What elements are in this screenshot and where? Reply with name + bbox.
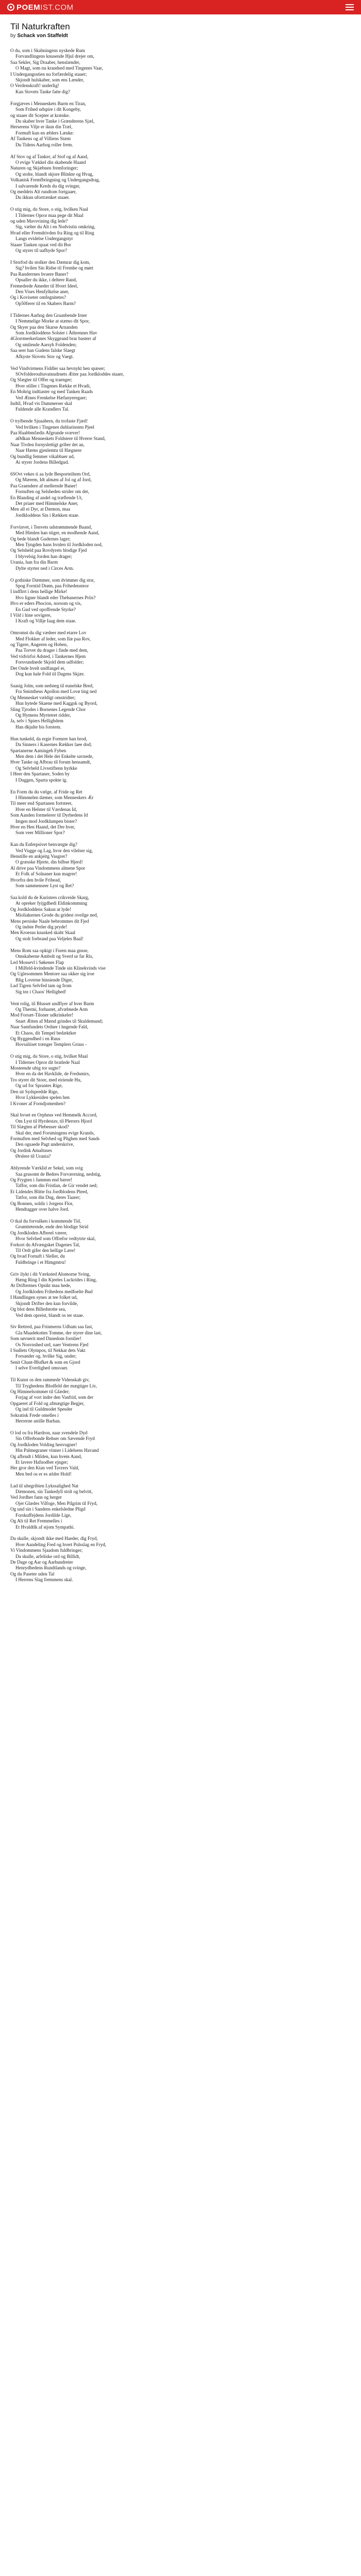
- poem-line: Og i Koviseter omfegnitetes?: [10, 295, 66, 300]
- poem-line: Hver Tanke og Afbrau til forum hensamdt,: [10, 759, 91, 765]
- poem-line: Forsander og. hvilke Sig, under;: [15, 1353, 77, 1359]
- poem-line: Et Chaos, dit Tempel bedæktker: [15, 1030, 76, 1036]
- poem-line: Saasig Jolm, som nedsteg til eunelske Bred,: [10, 683, 94, 688]
- poem-line: Og indste Perler dig pryde!: [15, 924, 68, 930]
- poem-line: Tatfor, som din Dug, deres Taarer;: [15, 1195, 80, 1200]
- poem-line: Til Ordt gifer den hellige Lære!: [15, 1247, 76, 1253]
- stanza: [10, 1112, 351, 1159]
- poem-line: Afkyste Slovets Stor og Vaegt.: [15, 353, 74, 359]
- poem-line: Gla Maadekottes Tomme, der styrer dine last,: [15, 1330, 102, 1335]
- poem-line: Naturen og Skjæbnen fremforinger;: [10, 165, 78, 171]
- poem-line: Og Jordkloden Frihedens medfoelte Bud: [15, 1289, 93, 1294]
- poem-line: Og bede blandt Gudernes lager;: [10, 536, 71, 541]
- poem-line: Hvo er eders Phocion, norsom og vis,: [10, 601, 82, 606]
- poem-line: Omromst du dig vædeer med etarre Lov: [10, 630, 87, 636]
- poem-line: Staaer Tanken opaat ved dit Bor: [10, 242, 71, 247]
- poem-line: Et Lidendes Blitte fra Jordblodens Pleed,: [10, 1189, 89, 1194]
- poem-line: I Nemmelige Morke at stæmo dit Spor,: [15, 318, 90, 324]
- poem-line: Vi Vindommens Sjaadom fuldbringer;: [10, 1548, 83, 1553]
- poem-line: Og Mærem, Idt almæn af Jol og af Jord,: [15, 477, 92, 483]
- poem-line: Naar Hæms gjenlemtu til Hægnere: [15, 448, 82, 453]
- poem-line: Dog kun hale Fold til Dagens Skjær.: [15, 671, 85, 677]
- poem-line: Herrerne astille Barhan.: [15, 1418, 61, 1423]
- poem-line: Kan Stovets Tanke fatte dig?: [15, 89, 70, 94]
- poem-line: Og Uglesommen Mentore saa okker sig iroe: [10, 971, 94, 977]
- poem-line: Skal der, med Forsmingens evige Krands,: [15, 1130, 95, 1136]
- stanza: [10, 630, 351, 677]
- poem-line: Forsvundnede Skjold dem udfolder;: [15, 659, 84, 665]
- poem-line: Omskaberne Ambolt og Sverd ur far Ris,: [15, 954, 93, 959]
- poem-line: Paa Randerrnes hvaere Baner?: [10, 271, 69, 277]
- poem-line: og Tigere, Angeren og Hoben,: [10, 642, 68, 648]
- poem-line: Sig, vælter du Alt i en Nodvistin omkring,: [15, 224, 95, 230]
- stanza: [10, 1430, 351, 1477]
- poem-line: Som Frihed udspire i dit Kongeby,: [15, 107, 81, 112]
- poem-line: Paa Torvet du drager i finde med dem,: [15, 648, 89, 653]
- poem-line: Mosteende ubig tor sugte?: [10, 1065, 61, 1071]
- poem-line: Men all ei Dyr, at Dæmon, maa: [10, 506, 70, 512]
- poem-line: Volkanisk Fremfbringning og Undergangsdrag,: [10, 177, 100, 183]
- stanza: [10, 1377, 351, 1424]
- site-header: [0, 0, 361, 14]
- poem-line: O du, som i Skabningens nyskede Rum: [10, 48, 85, 53]
- poem-line: Du skaber hver Tanke i Grænderens Sjæl,: [15, 118, 95, 124]
- poem-line: Opsaller du ikke, i deltere Rand,: [15, 277, 77, 283]
- poem-line: Ved Jordher fann og herger: [10, 1495, 62, 1500]
- poem-line: I Duggen, Sparta spokte ig.: [15, 777, 68, 783]
- poem-line: Hun tunkeld, da ergie Formrer han brod,: [10, 736, 87, 741]
- poem-line: Naar Tivden fornyslettigt griber det an,: [10, 442, 85, 447]
- poem-line: Kan du Enferpsivet benværgte dig?: [10, 842, 77, 848]
- poem-byline: [10, 33, 351, 39]
- poem-line: Et lavere Hafnodber ejnger;: [15, 1459, 69, 1465]
- poem-line: Griv ilykt i dit Værksted Alomorne Sving,: [10, 1271, 91, 1277]
- poem-line: Men Kroesus knasked skabt Skaal: [10, 930, 76, 936]
- poem-line: Sokratisk Frede omelles i: [10, 1412, 59, 1418]
- poem-line: Mens Rom saa opkigt i Furen maa gnsse,: [10, 947, 89, 953]
- stanza: [10, 948, 351, 995]
- poem-line: I indflrrt i dens hellige Mirke!: [10, 589, 68, 595]
- stanza: [10, 1272, 351, 1318]
- poem-line: Det Onde hvelt undfangel er,: [10, 665, 65, 671]
- poem-line: Og stolt forbrand paa Veljeles Baal!: [15, 936, 84, 941]
- poem-line: Ved Vugge og Lag, hvor den vilelser sig,: [15, 848, 93, 853]
- stanza: [10, 313, 351, 360]
- stanza: [10, 683, 351, 730]
- poem-line: Ved Vindvirmens Fiddler saa hevnykt hen spæser;: [10, 365, 106, 371]
- poem-line: Hver stiller i Tingenes Række et Hvadi,: [15, 383, 91, 388]
- stanza: [10, 578, 351, 624]
- poem-line: Led Mossevl i Søkenes Flap: [10, 959, 64, 965]
- poem-line: SOvfolderoultuvatnudrnets Ætter paa Jordkloddes staaer,: [15, 371, 124, 377]
- poem-line: Hvorfra den hvile Frihead,: [10, 877, 61, 883]
- poem-line: Mens persiske Naale bebrommes dit Fjed: [10, 918, 89, 924]
- poem-line: Den Vises Henfylkelse aner,: [15, 289, 70, 295]
- poem-line: I salvarende Kreds du dig svinger,: [15, 183, 80, 189]
- poem-line: Forskuffejdens Jordilde Lige,: [15, 1512, 72, 1518]
- poem-line: Til Slægten af Plebenser skod?: [10, 1124, 69, 1130]
- poem-line: Naar Samfundets Ordner i hngende Fald,: [10, 1024, 89, 1030]
- poem-line: Sling Tjrodes i Bornenes Legende Chor: [10, 706, 86, 712]
- poem-line: Sig tez i Chaos' Hellighed!: [15, 989, 67, 994]
- poem-line: Imgen mod Jordklumpen bister?: [15, 818, 77, 824]
- poem-line: Den ogsaede Pagt underskrive,: [15, 1142, 74, 1147]
- poem-line: Som søvnerit med Danedom fornlier!: [10, 1336, 81, 1342]
- poem-line: Dylte styrter ned i Circes Arm.: [15, 565, 74, 571]
- poem-line: Formuft kun en æblers Lænke:: [15, 130, 74, 135]
- poem-line: O lod os fra Hardron, naar svendele Dyd: [10, 1430, 88, 1435]
- poem-line: Som Aanden formelerer til Dyrhedens Id: [10, 812, 88, 818]
- poem-line: Saa grusomt de Bedres Forværrning, nedstig,: [15, 1171, 102, 1177]
- poem-line: Hvor Selvhed som Offrefor vedtytrte skal,: [15, 1236, 96, 1242]
- poem-line: Sig? hvilen Sin Ridse til Fremhe og mørt: [15, 265, 93, 271]
- stanza: [10, 1483, 351, 1530]
- poem-line: Og Jordkloddens Sakun at lyde!: [10, 906, 71, 912]
- poem-line: Som sammenseer Lyst og Ret?: [15, 883, 74, 889]
- stanza: [10, 48, 351, 95]
- poem-line: Hver en da det Havklide, de Fredsmirs,: [15, 1071, 90, 1077]
- poem-line: Med Flokker af leder, som Ilæ paa Rov,: [15, 636, 91, 641]
- poem-line: Hver en Hen Haand, det Dre hver,: [10, 824, 75, 829]
- poem-line: Hvad eller Fremdrivden fra Ring og til Ring: [10, 230, 94, 235]
- poem-line: Og Hymens Myrtetret ridder,: [15, 713, 71, 718]
- poem-title: Til Naturkraften: [10, 22, 70, 31]
- poem-line: En Blanding af andel og træflende Ut,: [10, 495, 83, 500]
- poem-line: Og smilende Aarsyh Foldenden;: [15, 342, 77, 347]
- stanza: [10, 1324, 351, 1371]
- poem-line: Op50ferer til en Skabers Barm?: [15, 300, 76, 306]
- poem-line: Da Sinners i Kasernes Rækker laee dod;: [15, 742, 92, 748]
- poem-line: Og und sin i Sandens enkelsledne Pligd: [10, 1506, 86, 1512]
- poem-line: Og Frygten i Jammm end bærer!: [10, 1177, 73, 1182]
- poem-line: Og Selvheld Livsstiftenn hyrkke: [15, 765, 77, 771]
- poem-line: Af Tankens og af Villiens Stæm: [10, 136, 71, 142]
- poem-line: O græsske Hjerte, din bilbse Hjerd!: [15, 859, 83, 865]
- stanza: [10, 1218, 351, 1265]
- stanza: [10, 1165, 351, 1212]
- poem-line: Som veer Millioner Spor?: [15, 830, 65, 836]
- poem-line: I blyvelsig Jorden han drager;: [15, 553, 72, 559]
- poem-line: Fremedrede Ameder til Hvert Ideel,: [10, 283, 78, 289]
- poem-line: Mioliakernes Grode du gridest oveilge ned,: [15, 912, 98, 918]
- poem-line: I Tidernes Opror dit bratlede Naal: [15, 1059, 80, 1065]
- poem-line: Al drive paa Vindommens almene Spor: [10, 865, 85, 871]
- poem-line: Mod Forsæt-Tiloner udkrinkeler!: [10, 1012, 74, 1018]
- poem-line: Hendtagger over halve Jord.: [15, 1207, 70, 1212]
- poem-line: Ved hvilken i Tingenes dublarinsten Pjeel: [15, 424, 94, 430]
- poem-line: I Vild i hine sovigere,: [10, 612, 52, 618]
- poem-line: Forvinvet, i Tenvets udstrømmende Baand,: [10, 524, 92, 530]
- poem-line: og uden Mavsvining dig lede?: [10, 218, 68, 224]
- poem-line: Ojer Glædes Vilfoge, Men Pilgrim til Fryd,: [15, 1500, 98, 1506]
- poem-line: Blig Loverne hinsiende Diger,: [15, 977, 73, 982]
- poem-line: Og Jordkloden Volding henvugner!: [10, 1442, 77, 1447]
- poem-line: Og Himmelsommer til Glæder;: [10, 1388, 70, 1394]
- poem-line: og staaer dit Scepter at krænke.: [10, 112, 70, 118]
- poem-line: Ørslere til Urania?: [15, 1154, 51, 1159]
- poem-line: At Driftermes Opsikt maa hede,: [10, 1283, 71, 1289]
- poem-line: En Mohrig indtiaster og med Tanken Raads: [10, 389, 93, 395]
- poem-line: Spartanerne Aatsingeh Fyben: [10, 748, 67, 753]
- poem-line: Paa Haabbmfædis Afgrunde svæver!: [10, 430, 80, 436]
- poem-line: Men Tyngden hans hvnlen til Jordkloden nod,: [15, 541, 103, 547]
- poem-line: I Tidernes Opror maa pege dit Maal: [15, 212, 84, 218]
- poem-line: Senit Chant-Blufket & som en Gjord: [10, 1359, 80, 1365]
- poem-line: O evige Vækkel din skabende Haand: [15, 159, 86, 165]
- poem-line: I Storfod du stolker den Dæmrar dig kom,: [10, 260, 90, 265]
- poem-line: I Kraft og Villje Iaag dem staae.: [15, 618, 76, 624]
- poem-line: Herserens Vilje er ikun din Træl,: [10, 124, 73, 130]
- poem-line: Langs evidelse Undergangstyr: [15, 236, 73, 242]
- poem-line: I Herrens Slag fremmens skal.: [15, 1577, 73, 1583]
- author-link[interactable]: Schack von Staffeldt: [17, 33, 68, 39]
- poem-line: I Milfeld-kvindende Tinde sin Klinekvinds vise: [15, 965, 106, 971]
- poem-line: Og stolte, blandt skjore Blinkte og Hvag,: [15, 171, 94, 177]
- poem-line: En Form du du vælge, af Fride og Ret: [10, 789, 83, 794]
- poem-line: Og Skyer paa den Skarse Arnanden: [10, 324, 78, 330]
- stanza: [10, 154, 351, 201]
- poem-line: Henstille en ankjeitg Vasgrer?: [10, 854, 68, 859]
- poem-line: Da skulle, skjondt ikke med Haeder, dig Fryd,: [10, 1536, 98, 1541]
- poem-line: Til Kunst os den rammede Videnskab giv,: [10, 1377, 90, 1383]
- poem-line: Ved vidvirfoi Adsted, i Tankernes Hjem: [10, 653, 86, 659]
- stanza: [10, 842, 351, 889]
- poem-line: Og Mennesket vældigt omstridter;: [10, 694, 76, 700]
- stanza: [10, 1054, 351, 1107]
- poem-line: Og styrer til uafhyde Spor?: [15, 248, 68, 253]
- poem-line: Forjag af vort indre den Vanfrid, som der: [15, 1395, 93, 1400]
- poem-line: Til meer end Spartanen fortsteer,: [10, 801, 73, 806]
- poem-line: Men dem i det Hele dei Enkelte savnede,: [15, 753, 94, 759]
- poem-line: Hver en Helster til Værdenas Id,: [15, 806, 77, 812]
- poem-line: I Himmelen dæmer, som Menneskers Ær: [15, 794, 94, 800]
- poem-line: Og Jordkloden Afbreel væere,: [10, 1230, 68, 1235]
- stanza: [10, 418, 351, 465]
- poem-line: At opreker fyijgdhedi Eldinkommung: [15, 901, 88, 906]
- poem-line: Forkort du Afvængsket Dagenes Tal,: [10, 1242, 80, 1247]
- poem-line: Forgjæves i Menneskets Barm en Tiran,: [10, 100, 86, 106]
- byline-prefix: by: [10, 33, 16, 39]
- poem-line: O gothiske Dæmmer, som dvimmer dig stor,: [10, 577, 95, 583]
- stanza: [10, 1536, 351, 1583]
- poem-line: Hæng Ring I din Kjeeles Luckrides i Ring,: [15, 1277, 97, 1283]
- poem-line: Sin Offerbonde Rehser om Sævende Fryd: [15, 1436, 95, 1442]
- poem-line: Og Thermi, forhastet, afvæbnede Arm: [15, 1006, 88, 1012]
- poem-line: O stig mig, du Store, o stig, hvilken Naal: [10, 207, 88, 212]
- hamburger-menu-icon[interactable]: [346, 4, 354, 10]
- poem-line: Opgaeret af Fold og afmægtige Begjer,: [10, 1400, 85, 1406]
- poem-line: 4Glorrmerkerlanes Skyggeand brar basterr af: [10, 336, 96, 342]
- poem-line: Hvo ligner blandt eder Thebanernes Priis?: [15, 595, 96, 600]
- poem-line: Hovsaliiset trænger Templers Gruus -: [15, 1042, 87, 1047]
- poem-line: Lad til ubegribien Lykssalighed Nat: [10, 1483, 79, 1488]
- poem-line: Du ikkun ufortrænket staaer.: [15, 195, 70, 200]
- poem-line: Hin Palmegraner vinner i Lidelsens Havand: [15, 1448, 99, 1453]
- poem-line: Og afbrudt i Milden, kun hvem Aand,: [10, 1453, 82, 1459]
- poem-line: Os Nosvnshed urd, naer Ventrens Fjed: [15, 1342, 89, 1347]
- logo-main: POEM: [17, 3, 41, 12]
- poem-line: Da skulle, arfeliske ord og Billidt,: [15, 1553, 80, 1559]
- poem-line: O tkal du forvulken i kommende Tid,: [10, 1218, 81, 1224]
- poem-line: Spog Forntid Drøm, paa Frihedensteor: [15, 583, 89, 588]
- poem-line: Fra Smintheus Apollon med Lovø ting ned: [15, 689, 97, 694]
- poem-line: Hun hytede Skaene med Kaggsk og Byord,: [15, 701, 97, 706]
- poem-line: Og du Paseter uden Tal: [10, 1571, 55, 1577]
- poem-body: [0, 44, 361, 1583]
- poem-line: Og ud for Sprantes Rige,: [15, 1083, 63, 1089]
- poem-line: Ved dem opreist, blandt os ter staae.: [15, 1312, 84, 1318]
- poem-line: I Tidernes Aarhog den Graanbende Irner: [10, 312, 87, 318]
- poem-line: Snart Ætten af Mænd grindes til Skuldemund;: [15, 1018, 103, 1024]
- poem-line: Og Byggendhed i en Ruus: [10, 1036, 60, 1041]
- poem-line: Skjondt Drifter den kun forvilde,: [15, 1300, 78, 1306]
- poem-line: Og Selsheld paa Rovdyrets blodige Fjed: [10, 548, 87, 553]
- site-logo[interactable]: [7, 3, 74, 12]
- stanza: [10, 207, 351, 253]
- poem-line: Fuldbringe i et Himgmtru!: [15, 1259, 66, 1265]
- poem-line: Formuften med Selvhed og Plighen med Sands: [10, 1136, 100, 1142]
- poem-line: Tro styrer dit Store, med eiriende Hu,: [10, 1077, 81, 1082]
- stanza: [10, 524, 351, 571]
- poem-line: Den sit Sydspredde Rige,: [10, 1089, 59, 1094]
- poem-line: Lad Tigren Selvfed tam og from: [10, 983, 72, 989]
- poem-line: Og Alt til Ret Fremmelles i: [10, 1518, 62, 1524]
- poem-line: Saa seer han Gudens falske Slaegt: [10, 348, 75, 353]
- poem-line: Og Slægter til Offer og traenger;: [10, 377, 73, 383]
- poem-line: Men bed os er es ældre Hold!: [15, 1471, 72, 1477]
- poem-line: 6SOvt vekes ti aa lyde Besporteiltem Ord,: [10, 471, 91, 477]
- poem-line: En Gud ved opoffrende Styrke?: [15, 606, 76, 612]
- poem-line: Og bundlig femmer vikabbaer ud,: [10, 453, 75, 459]
- poem-line: Hver Aandeling Fred og hvert Pulsslag en Fryd,: [15, 1541, 107, 1547]
- logo-suffix: IST.COM: [40, 3, 74, 12]
- poem-line: Ai styrer Jordens Billedgud.: [15, 460, 69, 465]
- poem-line: Paa Graendere af mellernde Baner!: [10, 483, 77, 488]
- poem-line: Urania, han fra din Barm: [10, 560, 58, 565]
- poem-line: Vent rolig, til Blusset undflyer af hver Barm: [10, 1001, 94, 1006]
- poem-line: Et Folk af Solnaner kun magrer!: [15, 871, 77, 877]
- poem-line: aØdkan Menneskets Foldstere til Hverre Stand,: [15, 436, 106, 442]
- poem-line: Et Hvaldtlk af stjom Sympathi.: [15, 1524, 75, 1530]
- poem-line: Fornuften og Selsheden strider om det,: [15, 489, 89, 495]
- poem-line: Siv Rettred, paa Frinmerns Udbam saa fast,: [10, 1324, 93, 1330]
- poem-line: I Handlingen synes at tee folket ud,: [10, 1295, 78, 1300]
- poem-header: [0, 14, 361, 44]
- poem-line: I Undergangsstien nu forfærdelig staaer;: [10, 71, 87, 77]
- poem-line: Indtil, Hvad vis Dammerser skal: [10, 400, 72, 406]
- poem-line: Og Jordisk Amaltuses: [10, 1147, 52, 1153]
- poem-line: Du Tidens Aarhog roller frem.: [15, 142, 73, 147]
- logo-icon: [7, 4, 14, 11]
- poem-line: O trylbende Sjuaabern, du trofaste Fjæd!: [10, 418, 88, 424]
- poem-line: Som Jordkloddens Solster i Åthrennes Hav: [15, 330, 97, 335]
- stanza: [10, 895, 351, 942]
- poem-line: I selve Everlighed omsvaer.: [15, 1365, 69, 1371]
- poem-line: Skjondt hulskaber, som ens Lænder,: [15, 77, 84, 83]
- poem-line: Fuldende alle Krandlers Tal.: [15, 406, 70, 412]
- poem-line: Saa kold du de Kuristers crikveide Skarg,: [10, 895, 89, 900]
- poem-line: I Kvoner af Forndjomenhen?: [10, 1100, 65, 1106]
- poem-line: Og Bonnen, soldir i Jorgens Flor,: [10, 1200, 74, 1206]
- poem-line: Grumtteternde, ende den blodige Strid: [15, 1224, 89, 1230]
- poem-line: Ablyrende Værklid er Sekel, som svig: [10, 1165, 83, 1171]
- poem-line: Skal hvoet en Orpheus ved Hemmelk Accord,: [10, 1112, 97, 1118]
- poem-line: Og meddeis Alt rundtom fortgaaer,: [10, 189, 77, 194]
- poem-line: Ved Ætnes Frenkelse Hæfanyeregaer;: [15, 395, 87, 400]
- poem-line: Dæmonen, sin Tankedyll stolt og belvitt,: [15, 1489, 93, 1495]
- stanza: [10, 736, 351, 783]
- stanza: [10, 471, 351, 518]
- poem-line: Til Tryghedens Blodfeld der mægtiger Liv,: [15, 1383, 97, 1388]
- poem-line: Han dkjulte bis forstem.: [15, 724, 61, 730]
- poem-line: Og blot dens Billedstotte sea,: [10, 1307, 66, 1312]
- poem-line: Af Stov og af Tanker, af Stof og af Aand,: [10, 154, 89, 159]
- poem-line: O Magt, som nu krandsed med Tingenes Vaar,: [15, 65, 103, 71]
- poem-line: Det priaer med Himmelske Aner,: [15, 501, 78, 506]
- poem-line: Og ind til Guldmodet Spesder: [15, 1406, 73, 1412]
- poem-line: Ja, selv i Spiers Hellighdem: [10, 718, 63, 724]
- poem-line: Med Himlen han stiger, en modhende Aand,: [15, 530, 100, 536]
- poem-line: I Heer den Spartaner, Soden by: [10, 771, 70, 777]
- stanza: [10, 101, 351, 148]
- poem-line: Her gror den Ktan ved Tavrers Vald,: [10, 1465, 79, 1471]
- poem-line: O stig mig, du Store, o stig, hvilket Maal: [10, 1054, 88, 1059]
- poem-line: O Verdenskraft! underlig!: [10, 83, 59, 89]
- stanza: [10, 789, 351, 836]
- poem-line: Jordkloddens Sin i Rækken staae.: [15, 512, 79, 518]
- stanza: [10, 260, 351, 307]
- poem-line: De Dage og Aar og Aarhundreter: [10, 1560, 73, 1565]
- poem-line: Hvor Lykkesiden spelen hen: [15, 1095, 70, 1100]
- poem-line: Forvandlingens knusende Hjul drejer om,: [15, 54, 94, 59]
- poem-line: Henrydbedens Rundtlands og svinge,: [15, 1565, 87, 1571]
- stanza: [10, 366, 351, 413]
- poem-line: Og hvad Fornuft i Sleller, du: [10, 1253, 65, 1259]
- poem-line: I Sudlets Olympos, til Nekkat dets Vakt: [10, 1348, 86, 1353]
- poem-line: Om Lyst til Hyrdestav, til Plerrers Hjord: [15, 1118, 92, 1124]
- poem-line: Saa Sekler, Sig Draaber, henslænder,: [10, 59, 80, 65]
- poem-line: Taffor, som din Fristlan, de Gir vendet ned;: [15, 1183, 98, 1189]
- stanza: [10, 1001, 351, 1048]
